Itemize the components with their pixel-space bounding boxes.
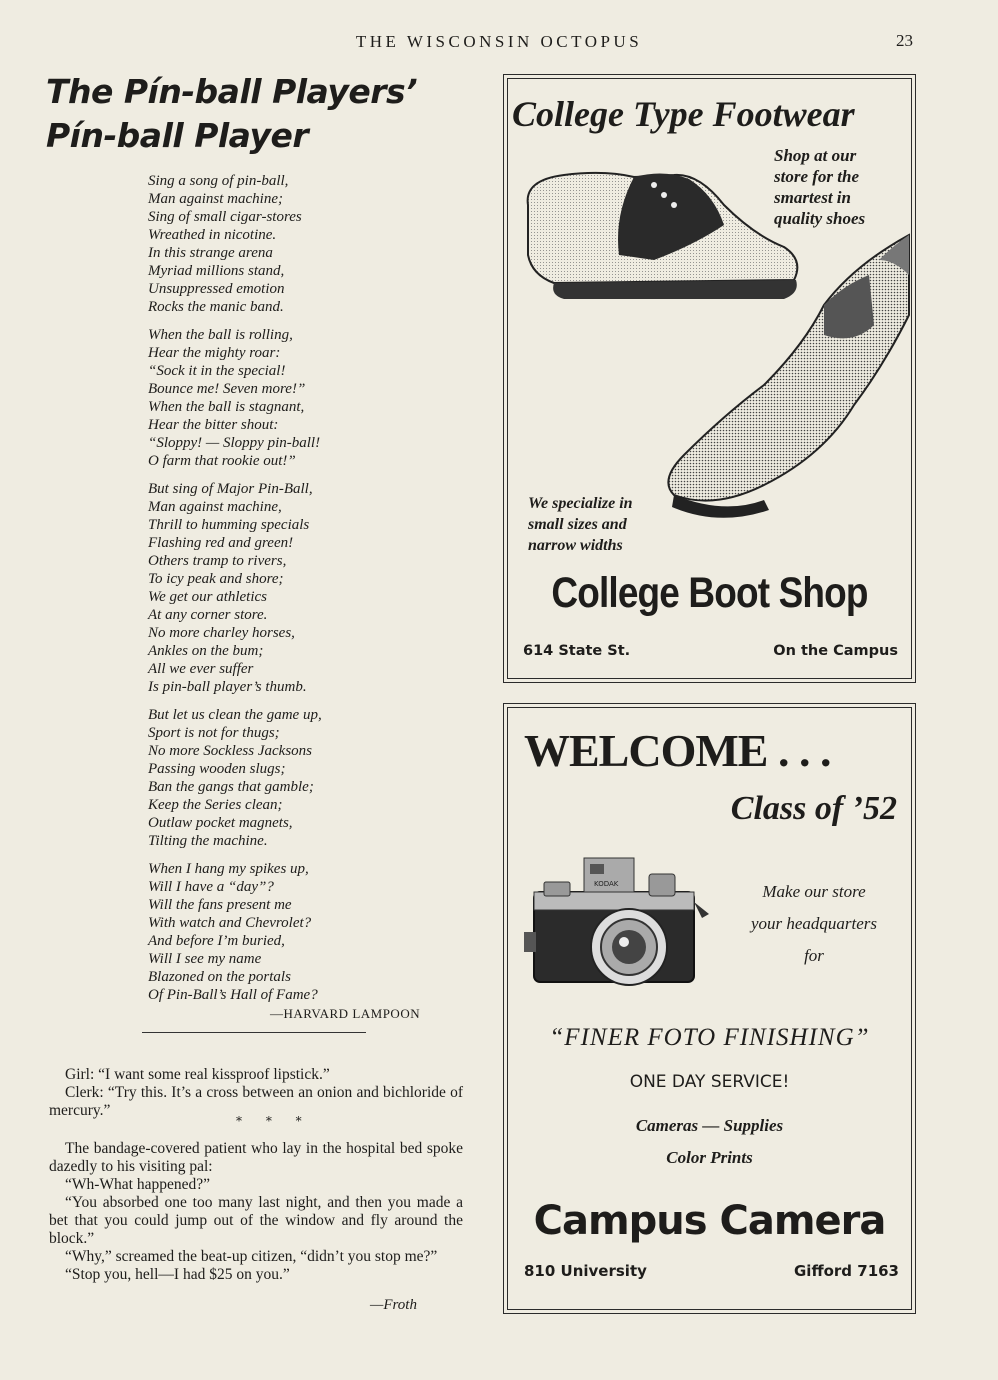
camera-brand: KODAK <box>594 880 619 888</box>
shop-location: On the Campus <box>773 643 898 659</box>
running-head: THE WISCONSIN OCTOPUS <box>355 32 643 51</box>
poem-line: Keep the Series clean; <box>148 797 283 813</box>
poem-line: Rocks the manic band. <box>148 299 284 315</box>
make-line: Make our store <box>762 882 866 901</box>
poem-line: Of Pin-Ball’s Hall of Fame? <box>148 987 318 1003</box>
poem-line: Blazoned on the portals <box>148 969 291 985</box>
poem-line: “Sock it in the special! <box>148 363 286 379</box>
poem-line: Wreathed in nicotine. <box>148 227 277 243</box>
title-line-2: Pín-ball Player <box>46 116 309 155</box>
ad-pitch <box>774 145 914 229</box>
poem-line: Ankles on the bum; <box>148 643 264 659</box>
make-line: for <box>804 946 824 965</box>
ad-welcome: WELCOME . . . <box>524 725 831 776</box>
joke-paragraph: “Stop you, hell—I had $25 on you.” <box>65 1266 290 1283</box>
ad-supplies: Cameras — Supplies <box>635 1116 784 1135</box>
article-title <box>46 70 466 158</box>
poem-line: Tilting the machine. <box>148 833 268 849</box>
poem-line: Man against machine; <box>148 191 283 207</box>
stanza-5 <box>148 860 448 1004</box>
specialize-line: We specialize in <box>528 495 633 512</box>
joke-paragraph: “You absorbed one too many last night, and then you made a bet that you could jump out of the window and fly around the block.” <box>49 1194 463 1247</box>
pitch-line: quality shoes <box>774 209 866 228</box>
poem-line: At any corner store. <box>148 607 268 623</box>
poem-line: No more Sockless Jacksons <box>148 743 312 759</box>
poem-line: No more charley horses, <box>148 625 295 641</box>
section-divider <box>142 1032 366 1033</box>
specialize-line: small sizes and <box>528 516 627 533</box>
ad-college-boot-shop <box>503 74 916 683</box>
poem-line: Thrill to humming specials <box>148 517 310 533</box>
poem-line: But let us clean the game up, <box>148 707 322 723</box>
ad-campus-camera <box>503 703 916 1314</box>
poem-line: Myriad millions stand, <box>148 263 285 279</box>
poem-line: Passing wooden slugs; <box>148 761 286 777</box>
joke-credit: —Froth <box>370 1297 417 1313</box>
poem-line: In this strange arena <box>148 245 273 261</box>
poem-line: Bounce me! Seven more!” <box>148 381 306 397</box>
camera-icon <box>524 852 714 997</box>
stanza-3 <box>148 480 448 696</box>
poem-line: Flashing red and green! <box>148 535 294 551</box>
poem-line: Man against machine, <box>148 499 282 515</box>
stanza-1 <box>148 172 448 316</box>
jokes-section <box>49 1066 463 1284</box>
shop-name: College Boot Shop <box>551 569 868 617</box>
joke-paragraph: “Why,” screamed the beat-up citizen, “didn’t you stop me?” <box>65 1248 438 1265</box>
poem-line: We get our athletics <box>148 589 268 605</box>
poem-line: Sing of small cigar-stores <box>148 209 302 225</box>
joke-paragraph: Girl: “I want some real kissproof lipstick.” <box>65 1066 330 1083</box>
saddle-shoe-icon <box>528 173 798 299</box>
ad-make-store <box>724 876 904 972</box>
page-number: 23 <box>896 31 913 50</box>
pitch-line: smartest in <box>774 188 851 207</box>
poem-line: Will I see my name <box>148 951 262 967</box>
poem-line: Sing a song of pin-ball, <box>148 173 289 189</box>
ad-finer-foto: “FINER FOTO FINISHING” <box>549 1024 870 1051</box>
shop-address: 614 State St. <box>523 643 631 659</box>
poem-line: But sing of Major Pin-Ball, <box>148 481 313 497</box>
shop-address: 810 University <box>524 1262 647 1280</box>
poem-line: To icy peak and shore; <box>148 571 284 587</box>
poem-line: And before I’m buried, <box>148 933 285 949</box>
ad-service: ONE DAY SERVICE! <box>629 1072 790 1092</box>
joke-separator: * * * <box>236 1114 312 1128</box>
joke-paragraph: “Wh-What happened?” <box>65 1176 211 1193</box>
poem-line: “Sloppy! — Sloppy pin-ball! <box>148 435 321 451</box>
ad-class-of: Class of ’52 <box>730 790 897 827</box>
poem-line: Hear the bitter shout: <box>148 417 279 433</box>
title-line-1: The Pín-ball Players’ <box>46 72 418 111</box>
stanza-4 <box>148 706 448 850</box>
joke-paragraph: Clerk: “Try this. It’s a cross between an onion and bichloride of mercury.” <box>49 1084 463 1119</box>
ad-color-prints: Color Prints <box>666 1148 753 1167</box>
pitch-line: store for the <box>774 167 859 186</box>
poem <box>148 172 448 1014</box>
poem-line: Others tramp to rivers, <box>148 553 287 569</box>
stanza-2 <box>148 326 448 470</box>
pitch-line: Shop at our <box>774 146 857 165</box>
poem-line: When I hang my spikes up, <box>148 861 309 877</box>
poem-line: Will the fans present me <box>148 897 292 913</box>
poem-line: Hear the mighty roar: <box>148 345 281 361</box>
poem-attribution: —HARVARD LAMPOON <box>270 1006 421 1021</box>
poem-line: Is pin-ball player’s thumb. <box>148 679 307 695</box>
poem-line: With watch and Chevrolet? <box>148 915 312 931</box>
poem-line: Will I have a “day”? <box>148 879 274 895</box>
poem-line: Sport is not for thugs; <box>148 725 280 741</box>
poem-line: When the ball is stagnant, <box>148 399 305 415</box>
make-line: your headquarters <box>750 914 878 933</box>
poem-line: O farm that rookie out!” <box>148 453 296 469</box>
poem-line: Unsuppressed emotion <box>148 281 285 297</box>
ad-specialize <box>528 493 698 556</box>
shop-phone: Gifford 7163 <box>793 1262 899 1280</box>
joke-paragraph: The bandage-covered patient who lay in the hospital bed spoke dazedly to his visiting pal: <box>49 1140 463 1175</box>
poem-line: Ban the gangs that gamble; <box>148 779 314 795</box>
poem-line: When the ball is rolling, <box>148 327 293 343</box>
specialize-line: narrow widths <box>528 537 623 554</box>
shop-name: Campus Camera <box>533 1198 886 1244</box>
poem-line: Outlaw pocket magnets, <box>148 815 293 831</box>
ad-headline: College Type Footwear <box>512 94 855 134</box>
poem-line: All we ever suffer <box>148 661 254 677</box>
